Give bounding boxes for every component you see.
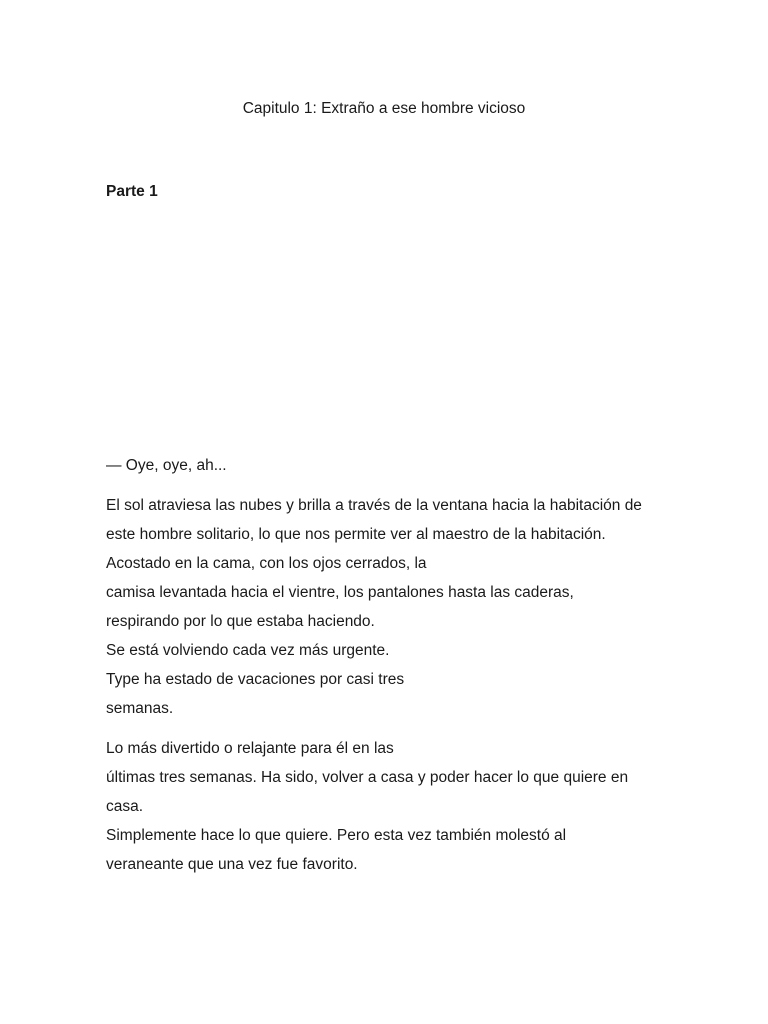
chapter-title: Capitulo 1: Extraño a ese hombre vicioso — [242, 100, 526, 117]
text-line: Type ha estado de vacaciones por casi tres — [106, 671, 405, 688]
text-line: El sol atraviesa las nubes y brilla a través de la ventana hacia la habitación de — [106, 497, 642, 514]
text-line: últimas tres semanas. Ha sido, volver a casa y poder hacer lo que quiere en — [106, 769, 629, 786]
text-line: Se está volviendo cada vez más urgente. — [106, 642, 390, 659]
text-line: semanas. — [106, 700, 174, 717]
text-line: casa. — [106, 798, 144, 815]
text-line: — Oye, oye, ah... — [106, 457, 227, 474]
paragraph-1 — [106, 491, 686, 723]
text-line: Lo más divertido o relajante para él en las — [106, 740, 394, 757]
text-line: este hombre solitario, lo que nos permite ver al maestro de la habitación. — [106, 526, 606, 543]
text-line: veraneante que una vez fue favorito. — [106, 856, 358, 873]
paragraph-2 — [106, 734, 686, 879]
text-line: Simplemente hace lo que quiere. Pero esta vez también molestó al — [106, 827, 567, 844]
text-line: Acostado en la cama, con los ojos cerrados, la — [106, 555, 427, 572]
part-heading: Parte 1 — [106, 183, 158, 200]
text-line: camisa levantada hacia el vientre, los pantalones hasta las caderas, — [106, 584, 574, 601]
dialogue-line — [106, 451, 686, 480]
text-line: respirando por lo que estaba haciendo. — [106, 613, 375, 630]
